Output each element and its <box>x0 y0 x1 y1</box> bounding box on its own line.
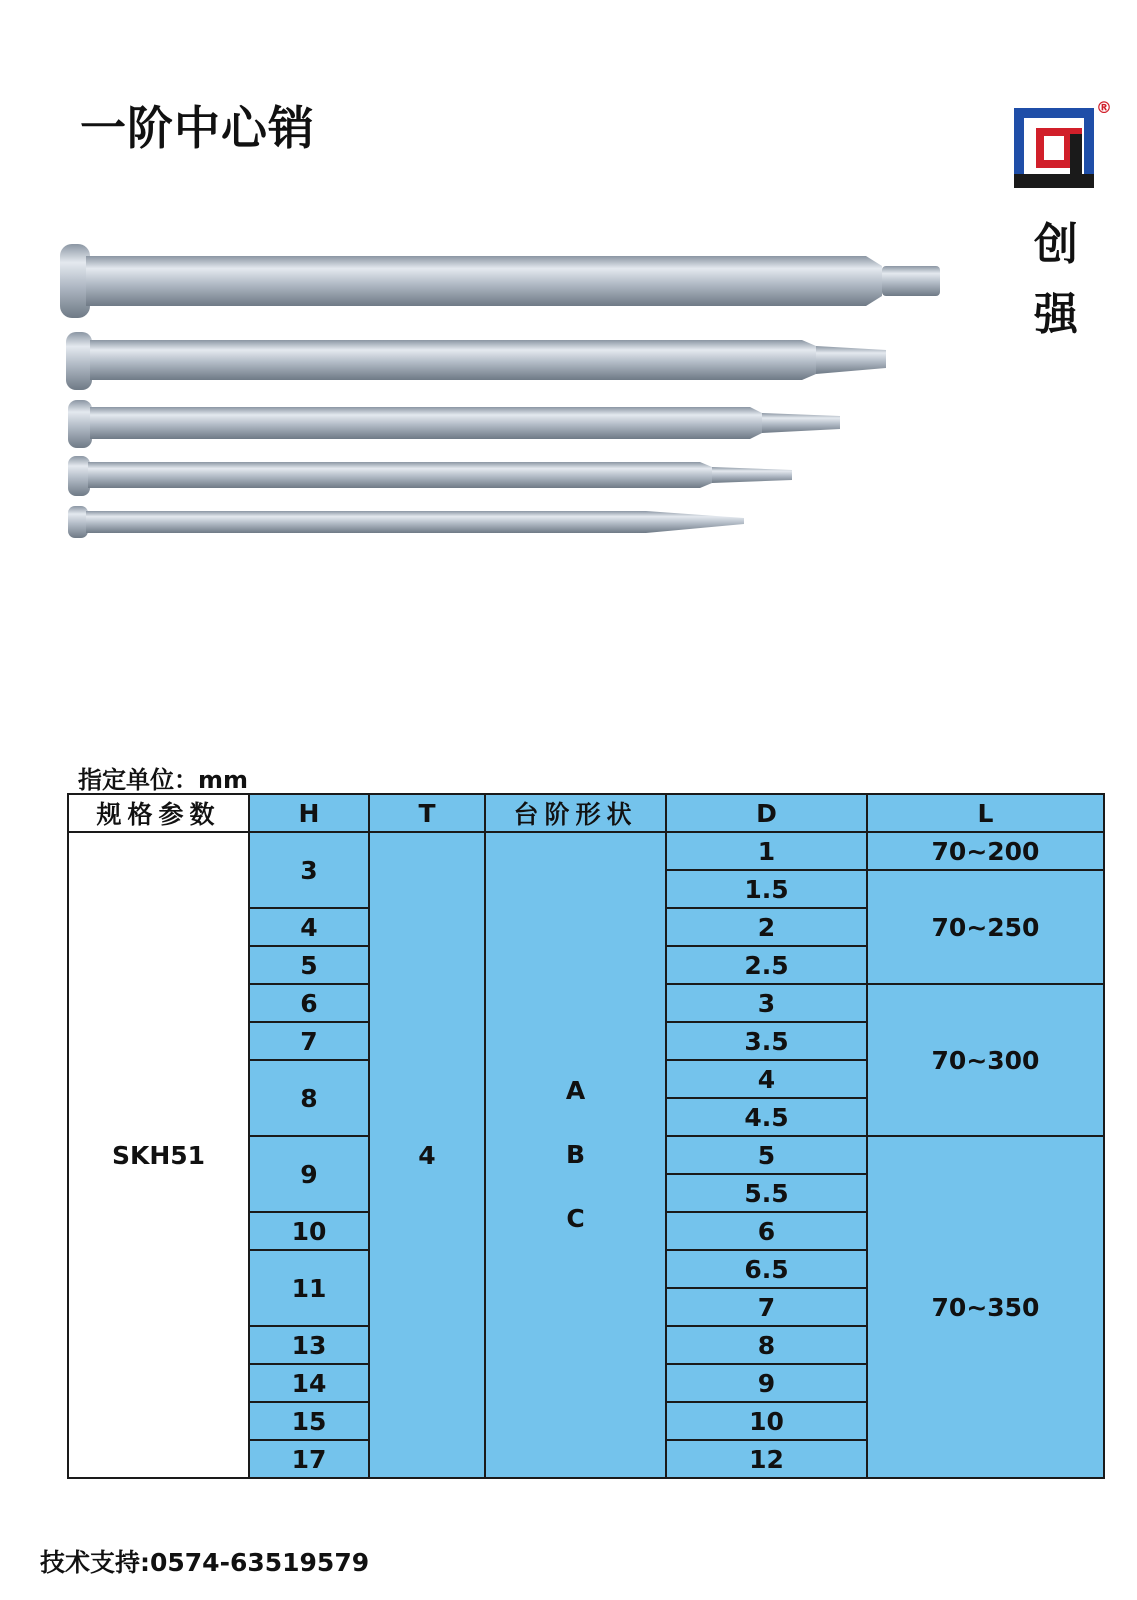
h-cell: 6 <box>249 984 369 1022</box>
d-cell: 2.5 <box>666 946 867 984</box>
d-cell: 10 <box>666 1402 867 1440</box>
product-image <box>60 230 960 554</box>
h-cell: 3 <box>249 832 369 908</box>
step-shape-cell <box>485 832 666 1478</box>
d-cell: 2 <box>666 908 867 946</box>
d-cell: 4 <box>666 1060 867 1098</box>
d-cell: 1 <box>666 832 867 870</box>
d-cell: 5.5 <box>666 1174 867 1212</box>
d-cell: 5 <box>666 1136 867 1174</box>
d-cell: 6.5 <box>666 1250 867 1288</box>
d-cell: 12 <box>666 1440 867 1478</box>
brand-logo <box>1010 98 1120 194</box>
brand-char-1: 创 <box>1034 219 1078 270</box>
header-t: T <box>369 794 485 832</box>
l-cell: 70~300 <box>867 984 1104 1136</box>
brand-logo-icon <box>1010 104 1110 194</box>
shape-a: A <box>565 1076 586 1105</box>
header-spec-params: 规格参数 <box>68 794 249 832</box>
spec-table <box>67 793 1105 1479</box>
l-cell: 70~250 <box>867 870 1104 984</box>
h-cell: 8 <box>249 1060 369 1136</box>
header-l: L <box>867 794 1104 832</box>
table-row <box>68 832 1104 870</box>
h-cell: 10 <box>249 1212 369 1250</box>
header-step-shape: 台阶形状 <box>485 794 666 832</box>
d-cell: 4.5 <box>666 1098 867 1136</box>
tech-support-phone: 技术支持:0574-63519579 <box>40 1548 370 1577</box>
d-cell: 9 <box>666 1364 867 1402</box>
d-cell: 3.5 <box>666 1022 867 1060</box>
header-h: H <box>249 794 369 832</box>
page-title: 一阶中心销 <box>80 101 315 155</box>
shape-b: B <box>565 1140 586 1169</box>
t-cell: 4 <box>369 832 485 1478</box>
h-cell: 4 <box>249 908 369 946</box>
l-cell: 70~350 <box>867 1136 1104 1478</box>
pin-4 <box>68 456 792 496</box>
l-cell: 70~200 <box>867 832 1104 870</box>
material-cell: SKH51 <box>68 832 249 1478</box>
pin-5 <box>68 506 744 538</box>
shape-c: C <box>566 1204 585 1233</box>
h-cell: 15 <box>249 1402 369 1440</box>
h-cell: 7 <box>249 1022 369 1060</box>
h-cell: 14 <box>249 1364 369 1402</box>
d-cell: 1.5 <box>666 870 867 908</box>
h-cell: 5 <box>249 946 369 984</box>
h-cell: 9 <box>249 1136 369 1212</box>
registered-mark: ® <box>1096 98 1112 117</box>
brand-char-2: 强 <box>1034 289 1078 340</box>
pin-1 <box>60 244 940 318</box>
d-cell: 6 <box>666 1212 867 1250</box>
d-cell: 3 <box>666 984 867 1022</box>
d-cell: 7 <box>666 1288 867 1326</box>
h-cell: 13 <box>249 1326 369 1364</box>
h-cell: 11 <box>249 1250 369 1326</box>
table-header-row <box>68 794 1104 832</box>
header-d: D <box>666 794 867 832</box>
d-cell: 8 <box>666 1326 867 1364</box>
pin-2 <box>66 332 886 390</box>
pin-3 <box>68 400 840 448</box>
unit-label: 指定单位：mm <box>78 766 249 794</box>
h-cell: 17 <box>249 1440 369 1478</box>
